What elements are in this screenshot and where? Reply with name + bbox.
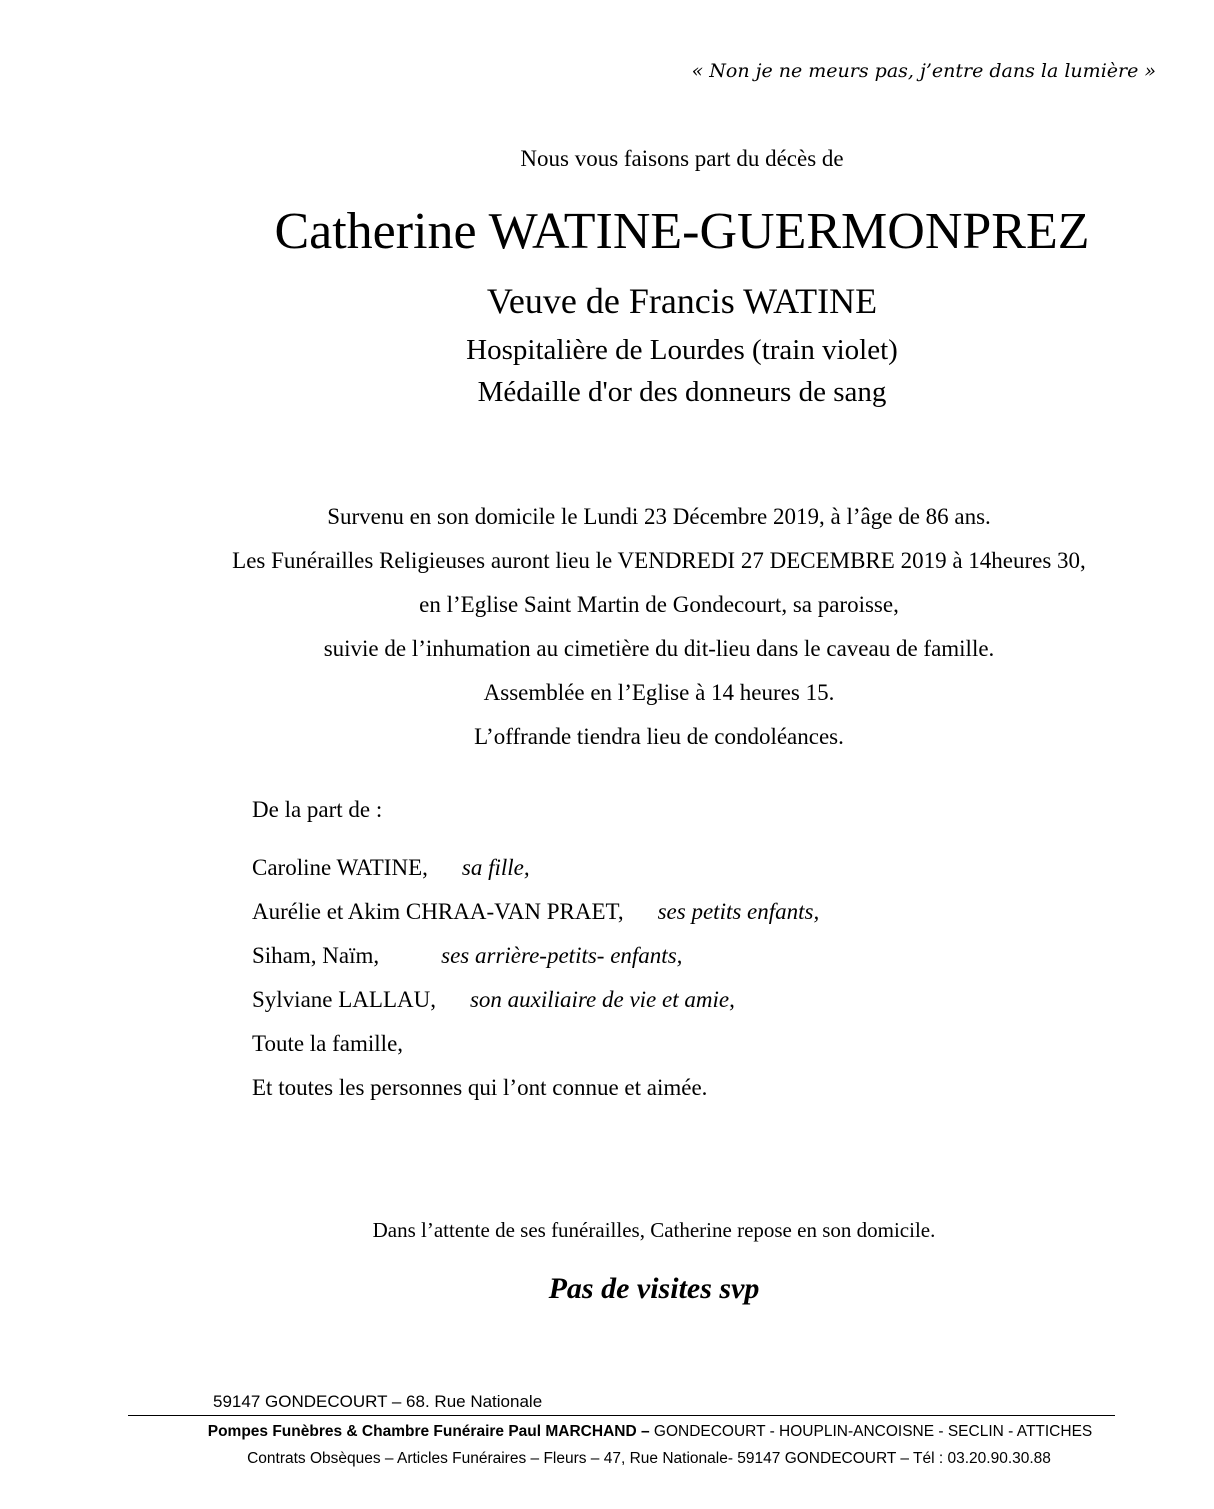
family-member (252, 943, 682, 969)
family-name: Caroline WATINE, (252, 855, 428, 880)
from-label: De la part de : (252, 797, 383, 822)
family-relation: ses petits enfants, (657, 899, 820, 924)
footer-services: Contrats Obsèques – Articles Funéraires – Fleurs – 47, Rue Nationale- 59147 GONDECOURT – Tél : 03.20.90.30.88 (247, 1450, 1051, 1467)
family-member (252, 855, 530, 881)
family-relation: sa fille, (461, 855, 530, 880)
footer-address: 59147 GONDECOURT – 68. Rue Nationale (213, 1392, 543, 1411)
footer-company (0, 1423, 1214, 1441)
intro-text: Nous vous faisons part du décès de (520, 146, 844, 171)
detail-line: Assemblée en l’Eglise à 14 heures 15. (483, 680, 835, 705)
waiting-note: Dans l’attente de ses funérailles, Catherine repose en son domicile. (372, 1218, 936, 1242)
detail-line: suivie de l’inhumation au cimetière du dit-lieu dans le caveau de famille. (323, 636, 995, 661)
family-name: Aurélie et Akim CHRAA-VAN PRAET, (252, 899, 624, 924)
deceased-name: Catherine WATINE-GUERMONPREZ (274, 203, 1090, 260)
detail-line: L’offrande tiendra lieu de condoléances. (474, 724, 844, 749)
family-member (252, 987, 735, 1013)
footer-divider (128, 1415, 1115, 1416)
detail-line: en l’Eglise Saint Martin de Gondecourt, sa paroisse, (419, 592, 899, 617)
family-member (252, 899, 819, 925)
family-name: Sylviane LALLAU, (252, 987, 436, 1012)
company-name: Pompes Funèbres & Chambre Funéraire Paul MARCHAND – (207, 1423, 650, 1440)
detail-line: Survenu en son domicile le Lundi 23 Décembre 2019, à l’âge de 86 ans. (327, 504, 991, 529)
family-relation: ses arrière-petits- enfants, (441, 943, 683, 968)
family-relation: son auxiliaire de vie et amie, (469, 987, 735, 1012)
medal-title: Médaille d'or des donneurs de sang (477, 376, 887, 408)
detail-line: Les Funérailles Religieuses auront lieu le VENDREDI 27 DECEMBRE 2019 à 14heures 30, (232, 548, 1086, 573)
family-name: Toute la famille, (252, 1031, 404, 1056)
epigraph-quote: « Non je ne meurs pas, j’entre dans la lumière » (691, 60, 1156, 82)
family-member (252, 1031, 403, 1057)
no-visits-notice: Pas de visites svp (548, 1272, 760, 1305)
family-name: Siham, Naïm, (252, 943, 380, 968)
company-locations: GONDECOURT - HOUPLIN-ANCOISNE - SECLIN - ATTICHES (653, 1423, 1093, 1440)
family-name: Et toutes les personnes qui l’ont connue et aimée. (252, 1075, 708, 1100)
hospitaliere-title: Hospitalière de Lourdes (train violet) (466, 334, 898, 366)
family-member (252, 1075, 707, 1101)
widow-of: Veuve de Francis WATINE (486, 281, 878, 321)
